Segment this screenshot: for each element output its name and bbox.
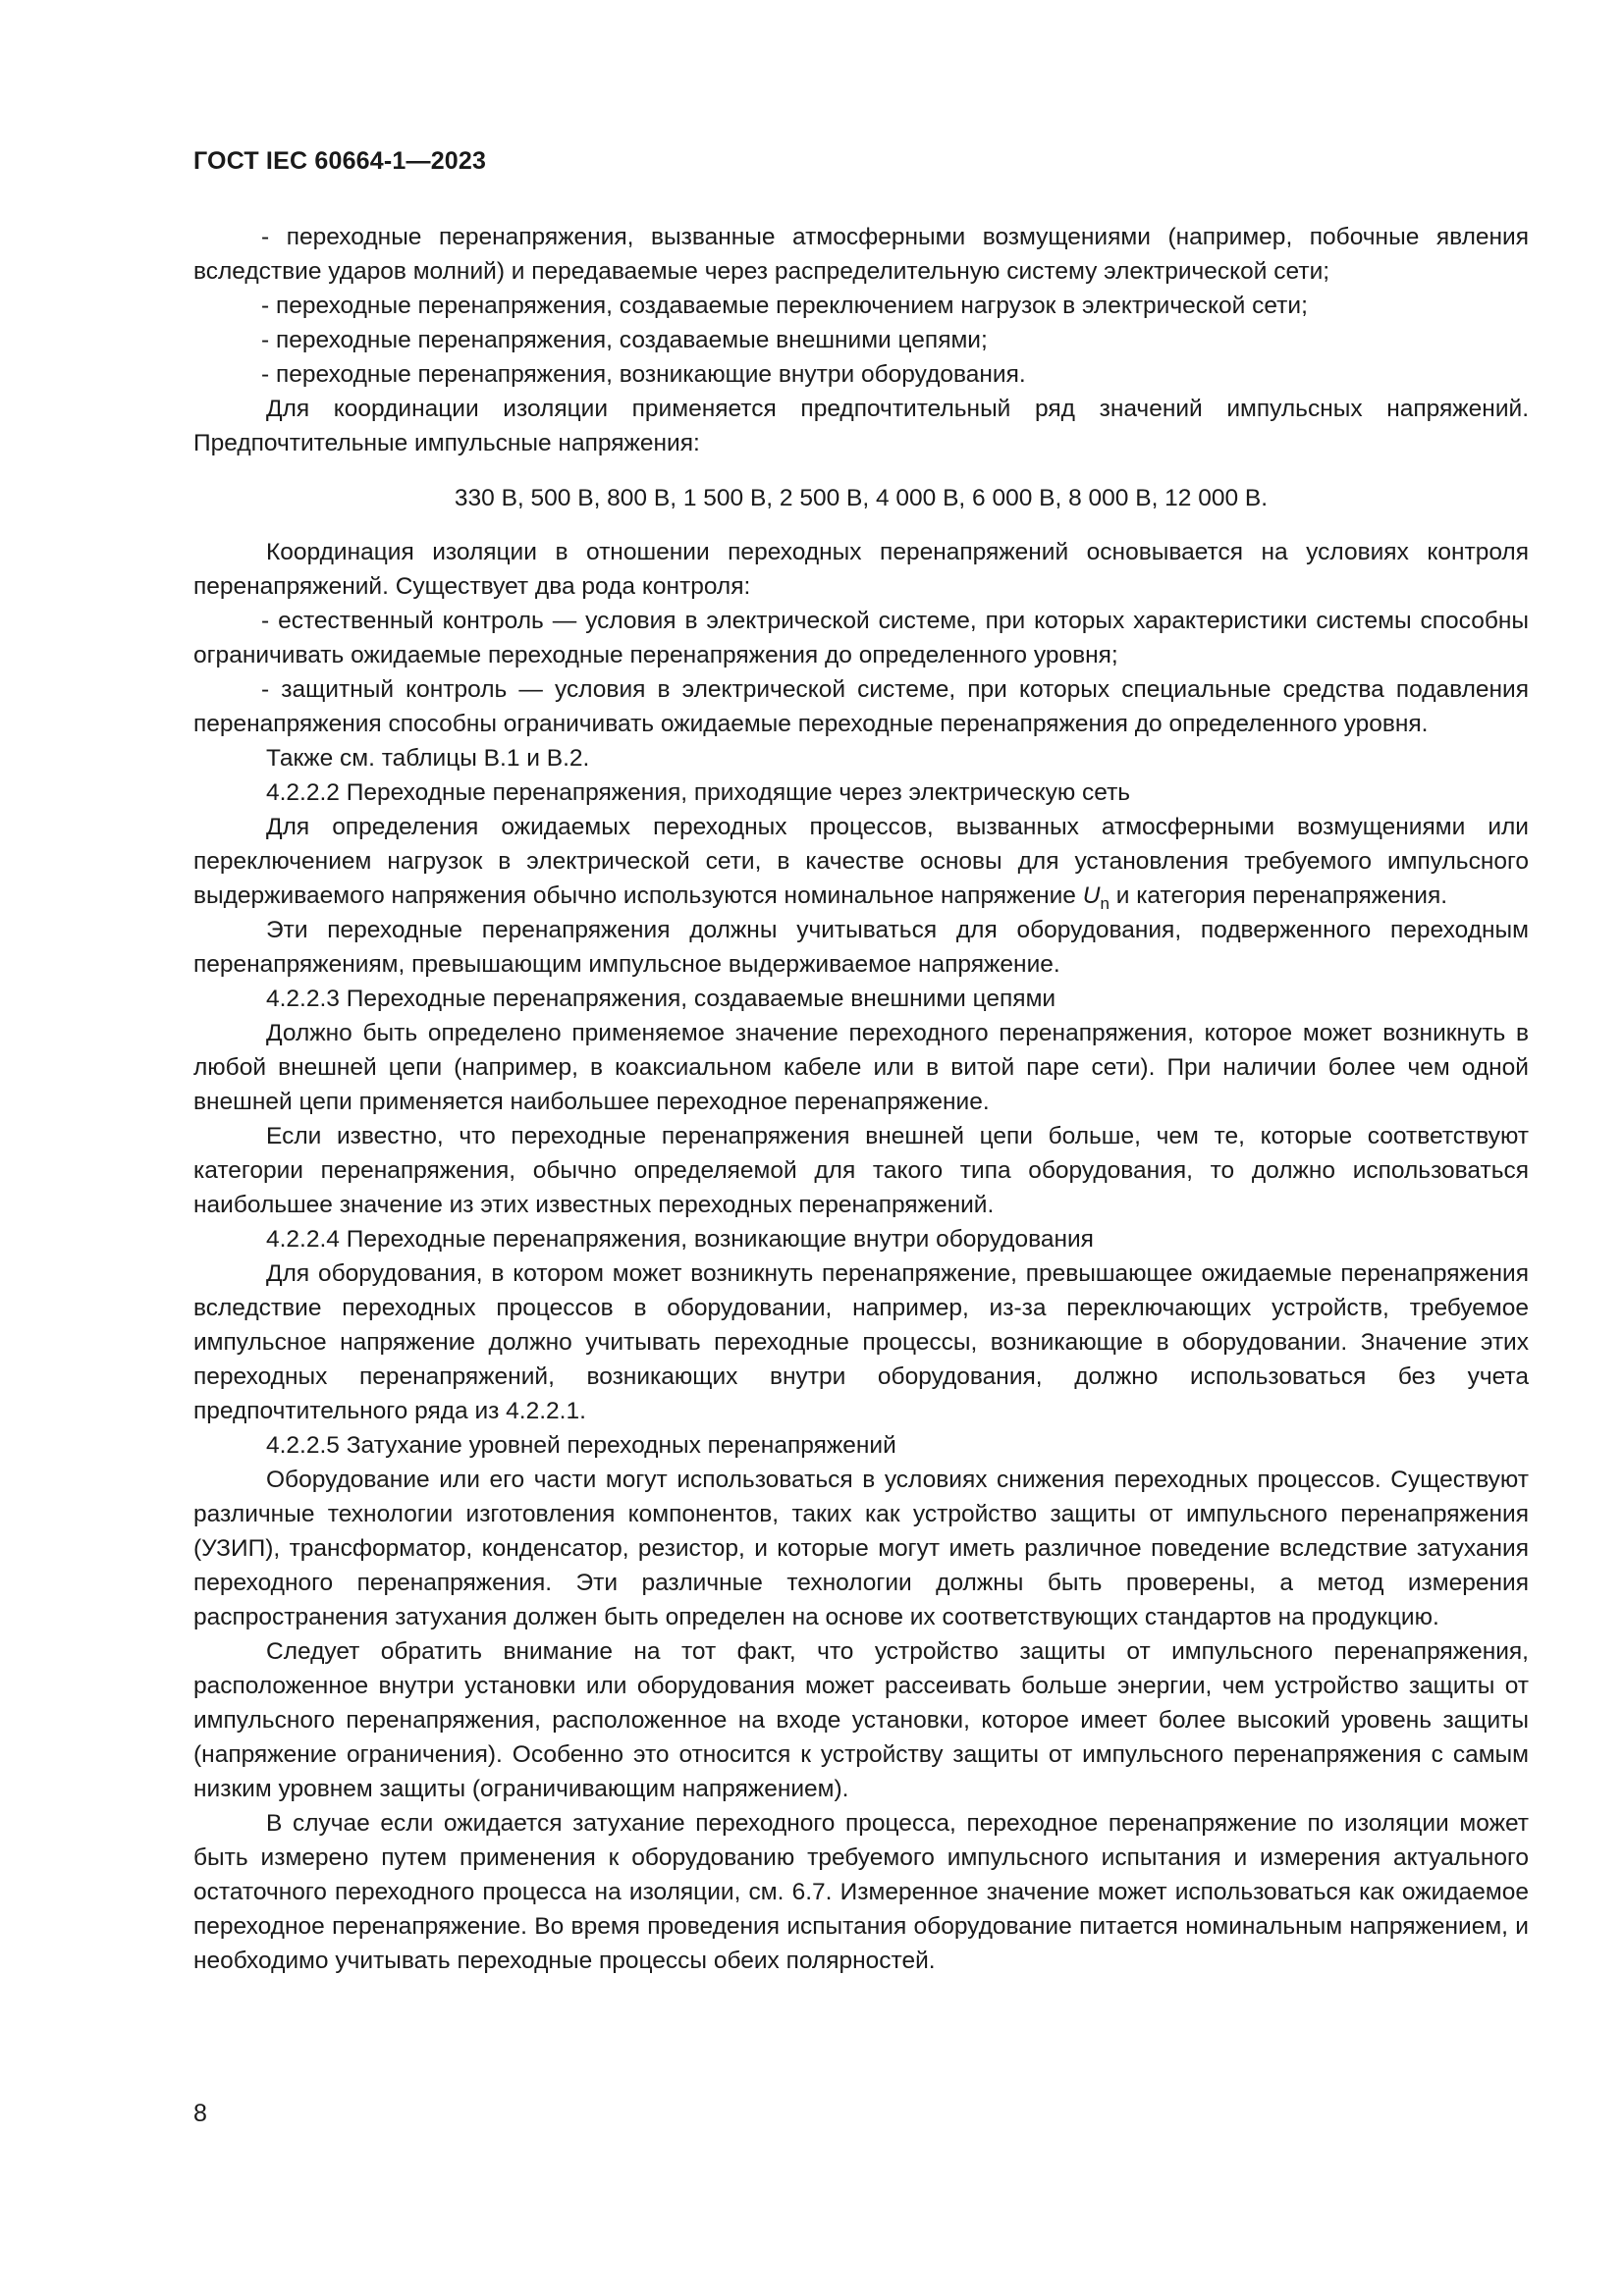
section-heading-4-2-2-2: 4.2.2.2 Переходные перенапряжения, приходящие через электрическую сеть (266, 779, 1131, 806)
paragraph-list-item: - защитный контроль — условия в электрической системе, при которых специальные средства подавления перенапряжения способны ограничивать ожидаемые переходные перенапряжения до определенного уровня. (193, 676, 1529, 737)
paragraph: Также см. таблицы В.1 и В.2. (266, 745, 590, 772)
nominal-voltage-symbol: U (1082, 882, 1101, 909)
paragraph: Координация изоляции в отношении переходных перенапряжений основывается на условиях контроля перенапряжений. Существует два рода контроля: (193, 539, 1529, 600)
paragraph: Если известно, что переходные перенапряжения внешней цепи больше, чем те, которые соответствуют категории перенапряжения, обычно определяемой для такого типа оборудования, то должно использоваться наибольшее значение из этих известных переходных перенапряжений. (193, 1123, 1529, 1218)
paragraph-list-item: - переходные перенапряжения, создаваемые внешними цепями; (261, 327, 988, 353)
paragraph: Для оборудования, в котором может возникнуть перенапряжение, превышающее ожидаемые перенапряжения вследствие переходных процессов в оборудовании, например, из-за переключающих устройств, требуемое импульсное напряжение должно учитывать переходные процессы, возникающие в оборудовании. Значение этих переходных перенапряжений, возникающих внутри оборудования, должно использоваться без учета предпочтительного ряда из 4.2.2.1. (193, 1260, 1529, 1424)
paragraph-text: Для определения ожидаемых переходных процессов, вызванных атмосферными возмущениями или переключением нагрузок в электрической сети, в качестве основы для установления требуемого импульсного выдерживаемого напряжения обычно используются номинальное напряжение (193, 814, 1529, 909)
nominal-voltage-subscript: n (1100, 893, 1110, 913)
paragraph: В случае если ожидается затухание переходного процесса, переходное перенапряжение по изоляции может быть измерено путем применения к оборудованию требуемого импульсного испытания и измерения актуального остаточного переходного процесса на изоляции, см. 6.7. Измеренное значение может использоваться как ожидаемое переходное перенапряжение. Во время проведения испытания оборудование питается номинальным напряжением, и необходимо учитывать переходные процессы обеих полярностей. (193, 1810, 1529, 1974)
page-number: 8 (193, 2100, 207, 2127)
paragraph: Следует обратить внимание на тот факт, что устройство защиты от импульсного перенапряжения, расположенное внутри установки или оборудования может рассеивать больше энергии, чем устройство защиты от импульсного перенапряжения, расположенное на входе установки, которое имеет более высокий уровень защиты (напряжение ограничения). Особенно это относится к устройству защиты от импульсного перенапряжения с самым низким уровнем защиты (ограничивающим напряжением). (193, 1638, 1529, 1802)
document-header: ГОСТ IEC 60664-1—2023 (193, 147, 487, 175)
paragraph-nominal-voltage (193, 810, 1529, 913)
paragraph-list-item: - переходные перенапряжения, возникающие внутри оборудования. (261, 361, 1026, 388)
section-heading-4-2-2-3: 4.2.2.3 Переходные перенапряжения, создаваемые внешними цепями (266, 986, 1056, 1012)
document-body (193, 220, 1529, 1978)
preferred-voltages-line: 330 В, 500 В, 800 В, 1 500 В, 2 500 В, 4 000 В, 6 000 В, 8 000 В, 12 000 В. (454, 485, 1269, 511)
section-heading-4-2-2-4: 4.2.2.4 Переходные перенапряжения, возникающие внутри оборудования (266, 1226, 1094, 1253)
paragraph-text: и категория перенапряжения. (1109, 882, 1448, 909)
paragraph-list-item: - переходные перенапряжения, вызванные атмосферными возмущениями (например, побочные явления вследствие ударов молний) и передаваемые через распределительную систему электрической сети; (193, 224, 1529, 285)
paragraph-list-item: - естественный контроль — условия в электрической системе, при которых характеристики системы способны ограничивать ожидаемые переходные перенапряжения до определенного уровня; (193, 608, 1529, 668)
paragraph-list-item: - переходные перенапряжения, создаваемые переключением нагрузок в электрической сети; (261, 293, 1308, 319)
paragraph: Оборудование или его части могут использоваться в условиях снижения переходных процессов. Существуют различные технологии изготовления компонентов, таких как устройство защиты от импульсного перенапряжения (УЗИП), трансформатор, конденсатор, резистор, и которые могут иметь различное поведение вследствие затухания переходного перенапряжения. Эти различные технологии должны быть проверены, а метод измерения распространения затухания должен быть определен на основе их соответствующих стандартов на продукцию. (193, 1467, 1529, 1630)
paragraph: Для координации изоляции применяется предпочтительный ряд значений импульсных напряжений. Предпочтительные импульсные напряжения: (193, 396, 1529, 456)
paragraph: Эти переходные перенапряжения должны учитываться для оборудования, подверженного переходным перенапряжениям, превышающим импульсное выдерживаемое напряжение. (193, 917, 1529, 978)
section-heading-4-2-2-5: 4.2.2.5 Затухание уровней переходных перенапряжений (266, 1432, 896, 1459)
paragraph: Должно быть определено применяемое значение переходного перенапряжения, которое может возникнуть в любой внешней цепи (например, в коаксиальном кабеле или в витой паре сети). При наличии более чем одной внешней цепи применяется наибольшее переходное перенапряжение. (193, 1020, 1529, 1115)
